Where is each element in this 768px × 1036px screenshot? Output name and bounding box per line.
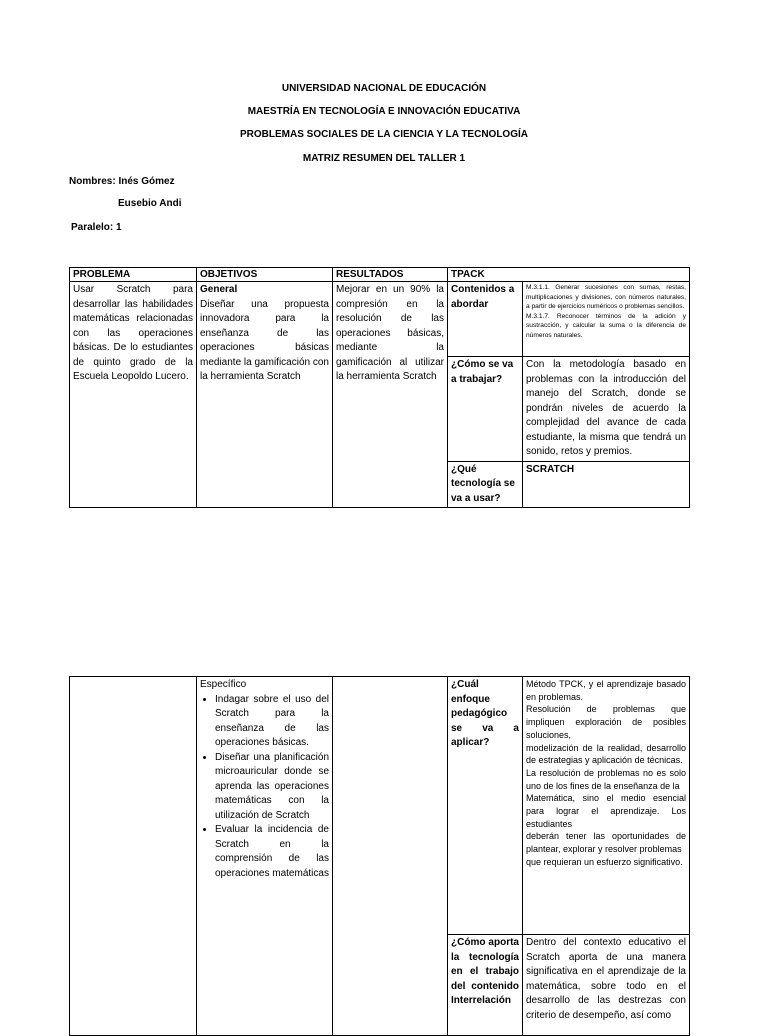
objetivos-cell: [197, 282, 333, 508]
tpack-answer-trabajar: Con la metodología basado en problemas con la introducción del manejo del Scratch, donde se pondrán niveles de acuerdo la complejidad del avance de cada estudiante, la misma que tendrá un sonido, retos y premios.: [523, 357, 690, 462]
objetivo-general-heading: General: [200, 284, 238, 295]
list-item: • Indagar sobre el uso del Scratch para la enseñanza de las operaciones básicas.: [215, 693, 329, 751]
header-problema: PROBLEMA: [70, 268, 197, 282]
table-row: [70, 677, 690, 935]
second-name: Eusebio Andi: [118, 198, 182, 209]
enfoque-line: deberán tener las oportunidades de plantear, explorar y resolver problemas: [526, 831, 686, 855]
aporte-question-text: ¿Cómo aporta la tecnología en el trabajo del contenido Interrelación: [451, 937, 519, 1006]
tpack-answer-contenidos: [523, 282, 690, 357]
contenido-item: M.3.1.1. Generar sucesiones con sumas, restas, multiplicaciones y divisiones, con números naturales, a partir de ejercicios numéricos o problemas sencillos.: [526, 284, 687, 310]
header-tpack: TPACK: [448, 268, 690, 282]
enfoque-line: Método TPCK, y el aprendizaje basado en problemas.: [526, 679, 686, 702]
course-name: PROBLEMAS SOCIALES DE LA CIENCIA Y LA TECNOLOGÍA: [240, 129, 528, 140]
objetivo-general-text: Diseñar una propuesta innovadora para la enseñanza de las operaciones básicas mediante la gamificación con la herramienta Scratch: [200, 298, 329, 382]
problema-cell: [70, 282, 197, 508]
names-line: Nombres: Inés Gómez: [69, 176, 175, 187]
header-objetivos: OBJETIVOS: [197, 268, 333, 282]
tpack-question-contenidos: Contenidos a abordar: [448, 282, 523, 357]
tpack-question-enfoque: ¿Cuál enfoque pedagógico se va a aplicar?: [448, 677, 523, 935]
header-resultados: RESULTADOS: [333, 268, 448, 282]
continuation-table: [69, 676, 690, 1036]
objetivo-especifico-heading: Específico: [200, 679, 247, 690]
problema-text: Usar Scratch para desarrollar las habilidades matemáticas relacionadas con las operaciones básicas. De lo estudiantes de quinto grado de la Escuela Leopoldo Lucero.: [73, 284, 193, 382]
enfoque-line: modelización de la realidad, desarrollo de estrategias y aplicación de técnicas.: [526, 742, 686, 766]
resultados-cell: [333, 282, 448, 508]
problema-cell-continued: [70, 677, 197, 1036]
tpack-question-aporte: [448, 935, 523, 1036]
enfoque-line: Resolución de problemas que impliquen exploración de posibles soluciones,: [526, 704, 686, 740]
tpack-answer-enfoque: [523, 677, 690, 935]
enfoque-line: Matemática, sino el medio esencial para lograr el aprendizaje. Los estudiantes: [526, 793, 686, 829]
aporte-answer-text: Dentro del contexto educativo el Scratch aporta de una manera significativa en el aprendizaje de la matemática, sobre todo en el desarrollo de las destrezas con criterio de desempeño, así como: [526, 937, 686, 1021]
resultados-text: Mejorar en un 90% la compresión en la resolución de las operaciones básicas, mediante la gamificación al utilizar la herramienta Scratch: [336, 284, 444, 382]
enfoque-line: La resolución de problemas no es solo uno de los fines de la enseñanza de la: [526, 767, 686, 791]
document-title: MATRIZ RESUMEN DEL TALLER 1: [302, 153, 466, 164]
resultados-cell-continued: [333, 677, 448, 1036]
paralelo: Paralelo: 1: [71, 222, 122, 233]
enfoque-line: que requieran un esfuerzo significativo.: [526, 856, 683, 867]
tpack-answer-aporte: [523, 935, 690, 1036]
program-name: MAESTRÍA EN TECNOLOGÍA E INNOVACIÓN EDUCATIVA: [247, 106, 521, 117]
table-row: [70, 282, 690, 357]
table-header-row: [70, 268, 690, 282]
contenido-item: M.3.1.7. Reconocer términos de la adición y sustracción, y calcular la suma o la diferencia de números naturales.: [526, 312, 687, 339]
list-item: • Evaluar la incidencia de Scratch en la comprensión de las operaciones matemáticas: [215, 823, 329, 881]
tpack-question-trabajar: ¿Cómo se va a trabajar?: [448, 357, 523, 462]
university-name: UNIVERSIDAD NACIONAL DE EDUCACIÓN: [281, 83, 487, 94]
objetivos-especificos-list: [200, 693, 329, 882]
tpack-question-tecnologia: ¿Qué tecnología se va a usar?: [448, 461, 523, 508]
list-item: • Diseñar una planificación microauricular donde se aprenda las operaciones matemáticas con la utilización de Scratch: [215, 751, 329, 824]
objetivos-especificos-cell: [197, 677, 333, 1036]
tpack-answer-tecnologia: SCRATCH: [523, 461, 690, 508]
summary-table: [69, 267, 690, 508]
